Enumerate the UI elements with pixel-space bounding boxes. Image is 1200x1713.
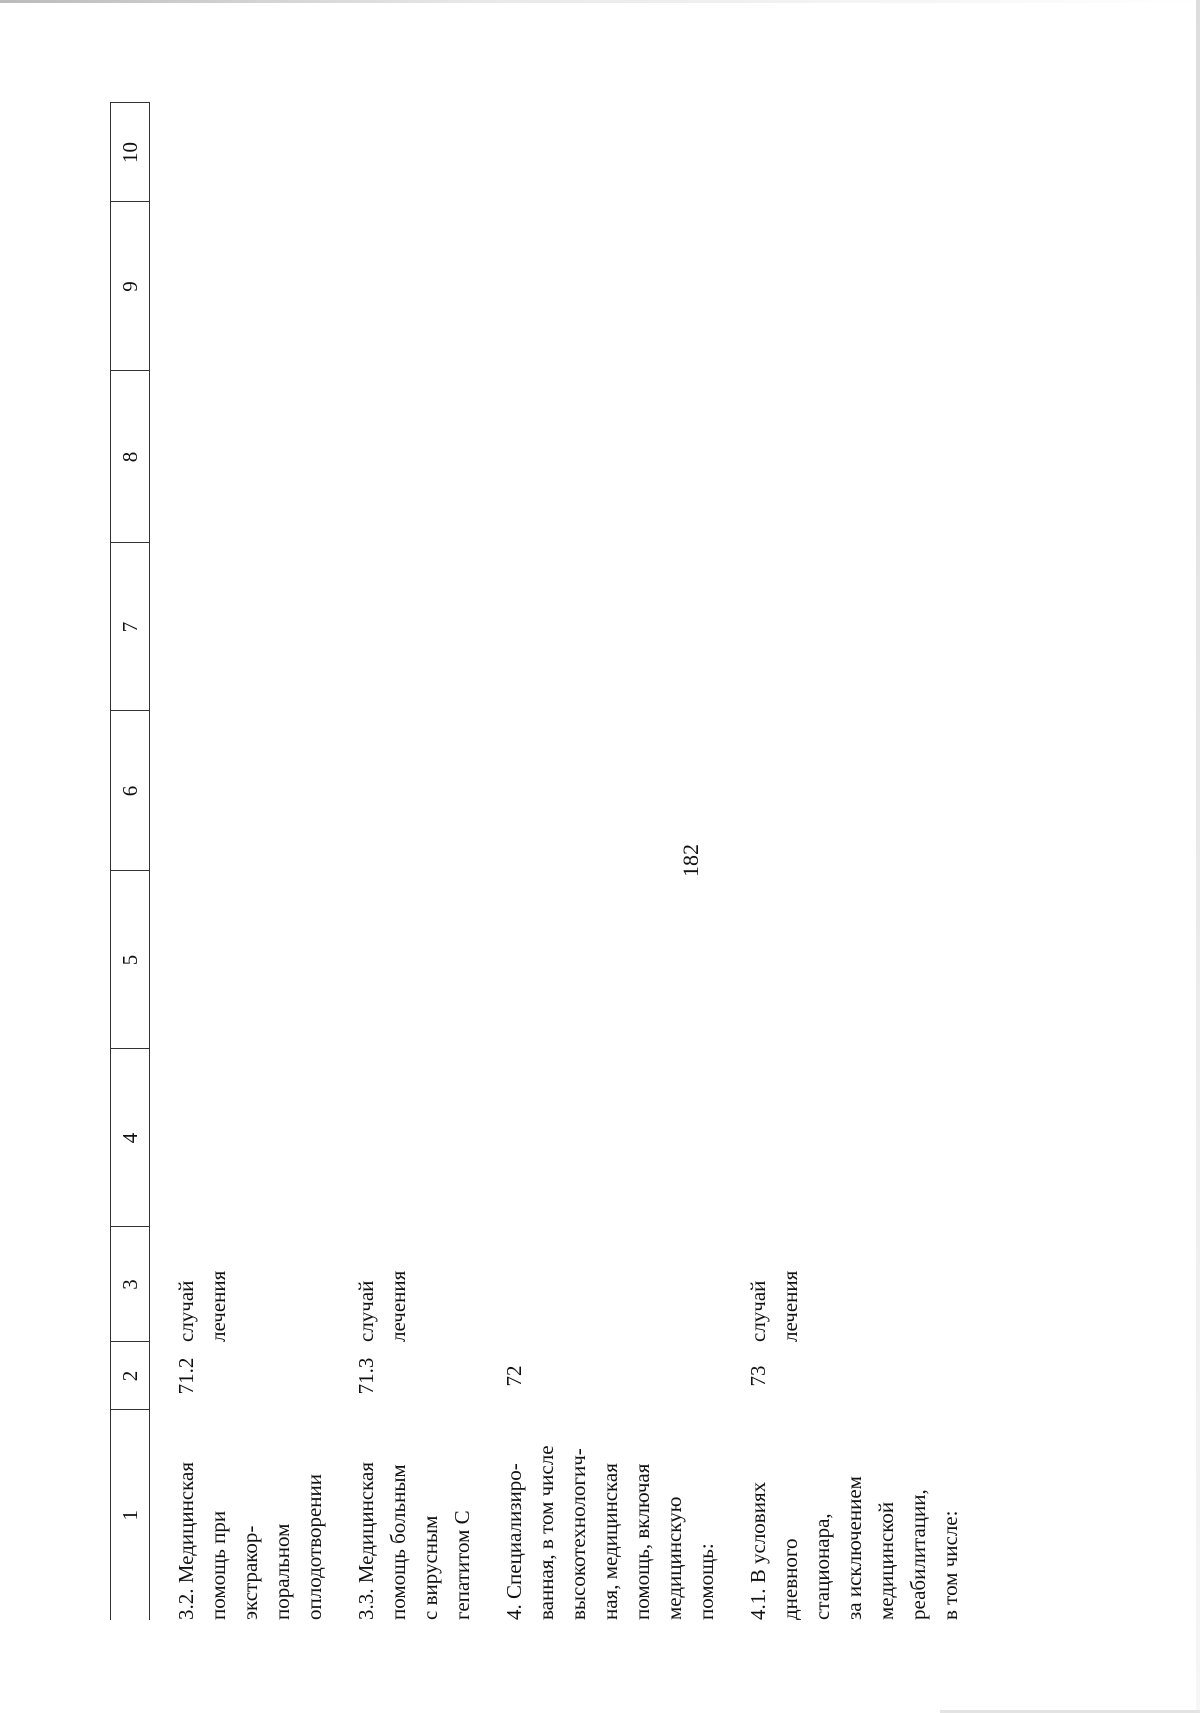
- row-name-line: в том числе:: [938, 1510, 962, 1620]
- row-name-line: 3.2. Медицинская: [174, 1461, 198, 1620]
- row-unit-line: случай: [174, 1280, 198, 1342]
- row-name-line: 4.1. В условиях: [746, 1481, 770, 1620]
- column-header-1: 1: [111, 1410, 150, 1620]
- table-container: [110, 103, 1160, 1620]
- row-unit-cell: [742, 1227, 966, 1342]
- row-name-line: ная, медицинская: [598, 1463, 622, 1620]
- empty-cell: [498, 711, 722, 871]
- spacer-row: [150, 103, 171, 1620]
- row-name-line: медицинскую: [662, 1496, 686, 1620]
- row-name-cell: [170, 1410, 330, 1620]
- row-name-line: помощь больным: [386, 1464, 410, 1620]
- row-name-line: 4. Специализиро-: [502, 1463, 526, 1620]
- empty-cell: [170, 543, 330, 711]
- row-name-line: оплодотворении: [302, 1473, 326, 1620]
- empty-cell: [350, 1049, 478, 1227]
- row-unit-line: случай: [746, 1280, 770, 1342]
- empty-cell: [742, 1049, 966, 1227]
- row-unit-line: случай: [354, 1280, 378, 1342]
- row-unit-cell: [170, 1227, 330, 1342]
- empty-cell: [170, 103, 330, 202]
- empty-cell: [170, 871, 330, 1049]
- column-header-6: 6: [111, 711, 150, 871]
- row-name-cell: [498, 1410, 722, 1620]
- column-header-10: 10: [111, 103, 150, 202]
- spacer-row: [478, 103, 498, 1620]
- row-unit-line: лечения: [778, 1270, 802, 1342]
- page-number: 182: [678, 844, 703, 877]
- column-header-5: 5: [111, 871, 150, 1049]
- empty-cell: [170, 202, 330, 371]
- spacer-row: [722, 103, 742, 1620]
- empty-cell: [742, 711, 966, 871]
- row-name-line: реабилитации,: [906, 1489, 930, 1620]
- empty-cell: [498, 103, 722, 202]
- row-code-cell: 73: [746, 1365, 770, 1387]
- row-name-line: стационара,: [810, 1513, 834, 1620]
- row-code-cell: 72: [502, 1365, 526, 1387]
- table-header-row: [111, 103, 150, 1620]
- table-row: [350, 103, 478, 1620]
- column-header-4: 4: [111, 1049, 150, 1227]
- table-row: [742, 103, 966, 1620]
- row-name-line: гепатитом С: [450, 1510, 474, 1620]
- empty-cell: [742, 543, 966, 711]
- empty-cell: [170, 371, 330, 543]
- row-name-line: поральном: [270, 1523, 294, 1620]
- column-header-8: 8: [111, 371, 150, 543]
- table-row: [170, 103, 330, 1620]
- empty-cell: [498, 371, 722, 543]
- empty-cell: [170, 711, 330, 871]
- row-name-line: медицинской: [874, 1501, 898, 1620]
- row-unit-cell: [498, 1227, 722, 1342]
- empty-cell: [742, 202, 966, 371]
- row-name-cell: [742, 1410, 966, 1620]
- column-header-2: 2: [111, 1342, 150, 1410]
- data-table: [110, 103, 966, 1621]
- empty-cell: [498, 871, 722, 1049]
- row-name-line: помощь при: [206, 1510, 230, 1620]
- row-name-line: высокотехнологич-: [566, 1448, 590, 1620]
- row-name-line: помощь:: [694, 1543, 718, 1620]
- row-unit-line: лечения: [386, 1270, 410, 1342]
- spacer-row: [330, 103, 350, 1620]
- column-header-3: 3: [111, 1227, 150, 1342]
- empty-cell: [170, 1049, 330, 1227]
- row-name-line: дневного: [778, 1538, 802, 1620]
- empty-cell: [498, 202, 722, 371]
- empty-cell: [350, 711, 478, 871]
- row-name-cell: [350, 1410, 478, 1620]
- row-name-line: с вирусным: [418, 1515, 442, 1620]
- empty-cell: [742, 871, 966, 1049]
- column-header-7: 7: [111, 543, 150, 711]
- row-code-cell: 71.3: [354, 1357, 378, 1395]
- row-name-line: помощь, включая: [630, 1463, 654, 1620]
- empty-cell: [350, 371, 478, 543]
- empty-cell: [350, 871, 478, 1049]
- empty-cell: [350, 103, 478, 202]
- row-name-line: экстракор-: [238, 1525, 262, 1620]
- empty-cell: [742, 103, 966, 202]
- row-code-cell: 71.2: [174, 1357, 198, 1395]
- empty-cell: [742, 371, 966, 543]
- table-row: [498, 103, 722, 1620]
- empty-cell: [498, 543, 722, 711]
- row-unit-cell: [350, 1227, 478, 1342]
- empty-cell: [350, 543, 478, 711]
- column-header-9: 9: [111, 202, 150, 371]
- empty-cell: [498, 1049, 722, 1227]
- row-name-line: 3.3. Медицинская: [354, 1461, 378, 1620]
- row-unit-line: лечения: [206, 1270, 230, 1342]
- row-name-line: за исключением: [842, 1476, 866, 1620]
- empty-cell: [350, 202, 478, 371]
- row-name-line: ванная, в том числе: [534, 1445, 558, 1620]
